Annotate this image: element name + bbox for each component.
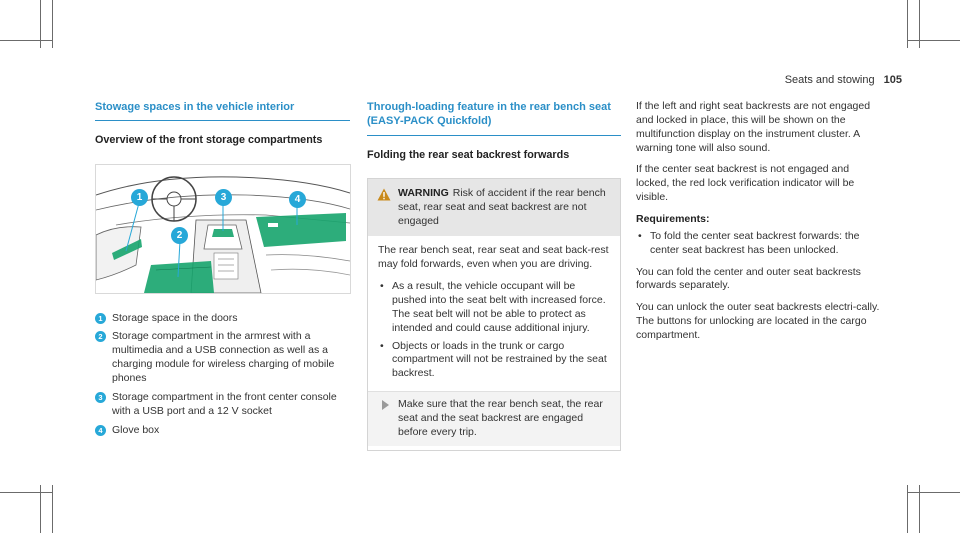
figure-callout-2: 2 <box>171 227 188 244</box>
dashboard-drawing <box>96 165 350 293</box>
action-text: Make sure that the rear bench seat, the rear seat and the seat backrest are engaged before every trip. <box>398 398 603 438</box>
crop-mark <box>0 492 52 493</box>
figure-callout-4: 4 <box>289 191 306 208</box>
column-left <box>95 100 350 442</box>
warning-header <box>368 179 620 237</box>
action-step <box>368 391 620 446</box>
warning-triangle-icon <box>377 188 391 201</box>
crop-mark <box>52 0 53 48</box>
warning-box <box>367 178 621 451</box>
legend-text: Storage compartment in the armrest with a multimedia and a USB connection as well as a charging module for wireless charging of mobile phones <box>112 330 335 384</box>
legend-number: 1 <box>95 313 106 324</box>
figure-callout-1: 1 <box>131 189 148 206</box>
legend-item <box>95 330 350 385</box>
paragraph: If the left and right seat backrests are not engaged and locked in place, this will be shown on the multifunction display on the instrument cluster. A warning tone will also sound. <box>636 100 871 154</box>
column-middle <box>367 100 621 451</box>
legend-item <box>95 391 350 419</box>
warning-text: The rear bench seat, rear seat and seat back-rest may fold forwards, even when you are driving. <box>378 244 609 271</box>
legend-number: 3 <box>95 392 106 403</box>
requirements-label: Requirements: <box>636 213 710 226</box>
column-right <box>636 100 881 351</box>
figure-callout-3: 3 <box>215 189 232 206</box>
subheading: Overview of the front storage compartments <box>95 134 323 147</box>
crop-mark <box>907 40 960 41</box>
section-title: Through-loading feature in the rear bench seat (EASY-PACK Quickfold) <box>367 100 621 136</box>
bullet-item: • As a result, the vehicle occupant will be pushed into the seat belt with increased force. The seat belt will not be able to protect as intended and could cause additional injury. <box>378 280 610 335</box>
crop-mark <box>0 40 52 41</box>
section-title: Stowage spaces in the vehicle interior <box>95 100 350 121</box>
requirement-item: • To fold the center seat backrest forwards: the center seat backrest has been unlocked. <box>636 230 881 258</box>
running-title: Seats and stowing <box>784 74 875 86</box>
paragraph: You can unlock the outer seat backrests electri-cally. The buttons for unlocking are located in the cargo compartment. <box>636 301 880 342</box>
legend-item <box>95 312 350 326</box>
crop-mark <box>907 492 960 493</box>
paragraph: If the center seat backrest is not engaged and locked, the red lock verification indicator will be visible. <box>636 163 855 204</box>
running-header <box>785 74 902 86</box>
legend-item <box>95 424 350 438</box>
legend-text: Storage space in the doors <box>112 311 238 324</box>
legend-number: 4 <box>95 425 106 436</box>
warning-bullets <box>378 280 610 381</box>
warning-label: WARNING <box>398 186 449 199</box>
subheading: Folding the rear seat backrest forwards <box>367 148 570 161</box>
bullet-item: • Objects or loads in the trunk or cargo compartment will not be restrained by the seat backrest. <box>378 340 610 382</box>
arrow-right-icon <box>382 400 389 410</box>
legend-list <box>95 312 350 438</box>
requirements-list <box>636 230 881 258</box>
interior-illustration <box>95 164 351 294</box>
legend-text: Storage compartment in the front center console with a USB port and a 12 V socket <box>112 390 337 417</box>
warning-body <box>368 236 620 449</box>
page-number: 105 <box>883 74 902 86</box>
legend-number: 2 <box>95 331 106 342</box>
crop-mark <box>52 485 53 533</box>
paragraph: You can fold the center and outer seat backrests forwards separately. <box>636 265 861 292</box>
legend-text: Glove box <box>112 423 160 436</box>
warning-headline: Risk of accident if the rear bench seat, rear seat and seat backrest are not engaged <box>398 186 606 227</box>
